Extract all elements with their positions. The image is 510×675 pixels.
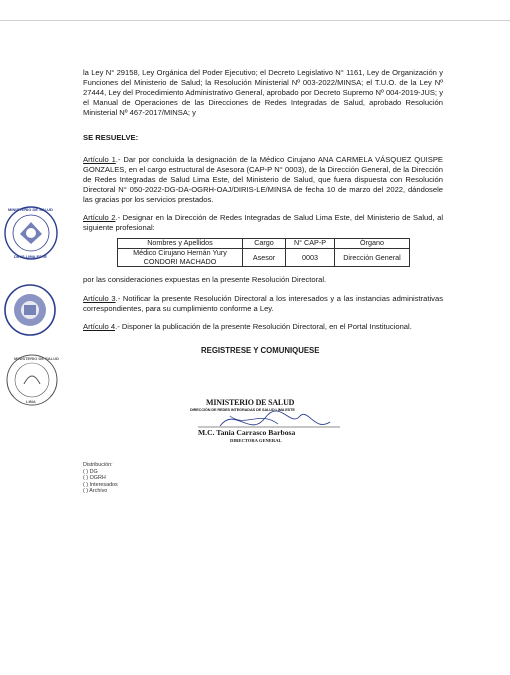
cell-name <box>118 249 243 267</box>
list-item: ( ) Archivo <box>83 488 108 495</box>
document-body <box>83 68 443 356</box>
seal-2-graphic <box>2 282 58 338</box>
list-item: ( ) OGRH <box>83 475 106 482</box>
article-3 <box>83 294 443 314</box>
cell-organo: Dirección General <box>335 249 410 267</box>
header-cargo: Cargo <box>243 239 286 249</box>
article-4-text: .- Disponer la publicación de la presente Resolución Directoral, en el Portal Institucional. <box>115 321 412 331</box>
header-organo: Órgano <box>335 239 410 249</box>
resolution-heading: SE RESUELVE: <box>83 133 139 143</box>
designation-table <box>117 238 410 267</box>
article-2-text: .- Designar en la Dirección de Redes Integradas de Salud Lima Este, del Ministerio de Salud, al siguiente profesional: <box>83 213 444 233</box>
list-item: ( ) Interesados <box>83 481 118 488</box>
top-rule <box>0 20 510 21</box>
cell-name-line1: Médico Cirujano Hernán Yury <box>133 248 227 258</box>
closing-formula: REGISTRESE Y COMUNIQUESE <box>201 345 320 355</box>
official-seal-3 <box>4 352 60 408</box>
seal-1-bottom-text: DIRIS LIMA ESTE <box>14 254 47 259</box>
header-cap: N° CAP-P <box>286 239 335 249</box>
seal-1-text: MINISTERIO DE SALUD <box>8 207 53 212</box>
official-seal-2 <box>2 282 58 338</box>
seal-3-bottom-text: LIMA <box>26 399 36 404</box>
signature-name: M.C. Tania Carrasco Barbosa <box>198 428 296 437</box>
article-4-label: Artículo 4 <box>83 321 116 331</box>
header-names: Nombres y Apellidos <box>118 239 243 249</box>
seal-3-text: MINISTERIO DE SALUD <box>14 356 59 361</box>
article-1 <box>83 155 443 205</box>
signature-title: DIRECTORA GENERAL <box>230 438 282 443</box>
article-2-label: Artículo 2 <box>83 213 116 223</box>
cell-cap: 0003 <box>286 249 335 267</box>
article-2 <box>83 213 443 233</box>
article-1-text: .- Dar por concluida la designación de la Médico Cirujano ANA CARMELA VÁSQUEZ QUISPE GONZALES, en el cargo estructural de Asesora (CAP-P N° 0003), de la Dirección General, de la Dirección de Redes Integradas de Salud Lima Este, del Ministerio de Salud, que fuera dispuesta con Resolución Directoral N° 050-2022-DG-DA-OGRH-OAJ/DIRIS-LE/MINSA de fecha 10 de marzo del 2022, dándosele las gracias por los servicios prestados. <box>83 154 443 204</box>
signature-ministry: MINISTERIO DE SALUD <box>206 398 295 407</box>
article-4 <box>83 322 443 332</box>
article-3-label: Artículo 3 <box>83 293 116 303</box>
after-table-text: por las consideraciones expuestas en la presente Resolución Directoral. <box>83 275 327 285</box>
signature-office: DIRECCIÓN DE REDES INTEGRADAS DE SALUD LIMA ESTE <box>190 408 295 412</box>
table-row <box>118 249 410 267</box>
distribution-list <box>83 462 118 495</box>
article-3-text: .- Notificar la presente Resolución Directoral a los interesados y a las instancias administrativas correspondientes, para su cumplimiento conforme a Ley. <box>83 293 444 313</box>
list-item: ( ) DG <box>83 468 98 475</box>
distribution-title: Distribución: <box>83 462 113 468</box>
cell-cargo: Asesor <box>243 249 286 267</box>
table-header-row <box>118 239 410 249</box>
intro-paragraph: la Ley N° 29158, Ley Orgánica del Poder Ejecutivo; el Decreto Legislativo N° 1161, Ley de Organización y Funciones del Ministerio de Salud; la Resolución Ministerial Nº 003-2022/MINSA; el T.U.O. de la Ley Nº 27444, Ley del Procedimiento Administrativo General, aprobado por Decreto Supremo Nº 004-2019-JUS; y el Manual de Operaciones de las Direcciones de Redes Integradas de Salud, aprobado Resolución Ministerial Nº 467-2017/MINSA; y <box>83 68 443 118</box>
official-seal-1 <box>2 204 60 262</box>
cell-name-line2: CONDORI MACHADO <box>143 256 217 266</box>
signature-block <box>190 398 380 450</box>
article-1-label: Artículo 1 <box>83 154 116 164</box>
